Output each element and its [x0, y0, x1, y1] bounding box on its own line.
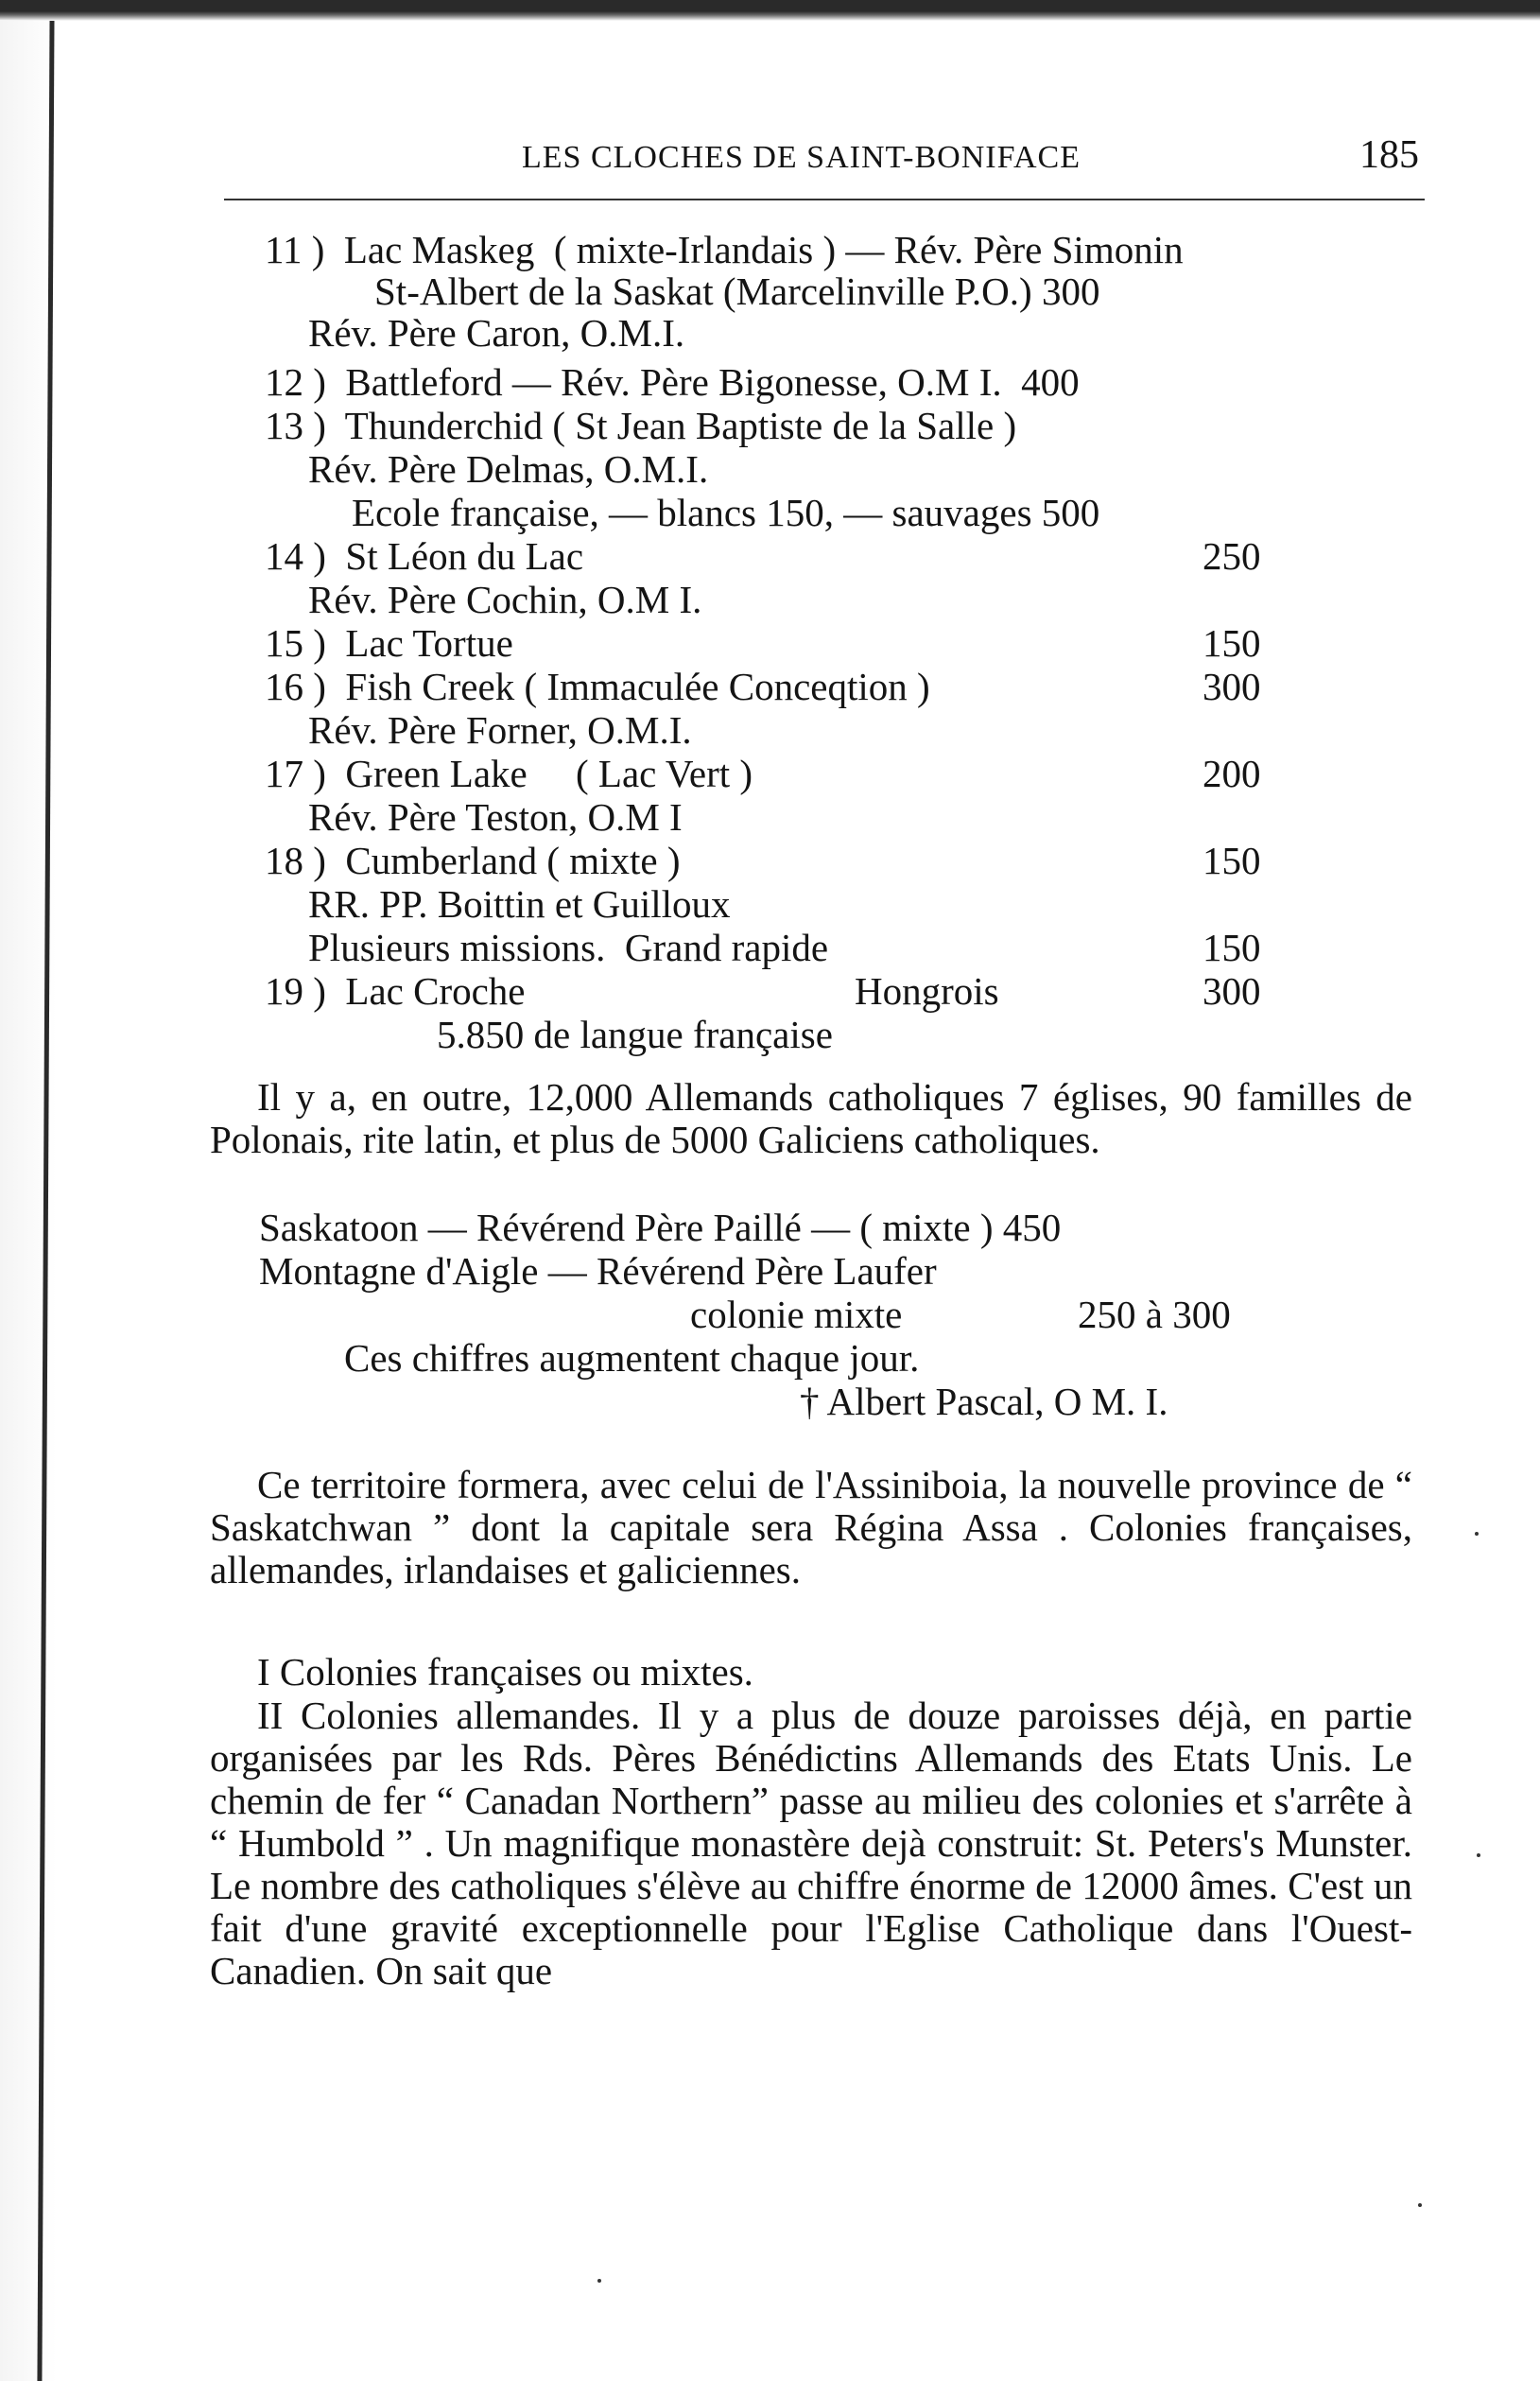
list-line: Ces chiffres augmentent chaque jour.	[344, 1336, 920, 1380]
list-line: Hongrois	[855, 969, 999, 1013]
list-total: 5.850 de langue française	[437, 1013, 833, 1056]
paragraph-territoire: Ce territoire formera, avec celui de l'Assiniboia, la nouvelle province de “ Saskatchwan ” dont la capitale sera Régina Assa . Colonies françaises, allemandes, irlandaises et galiciennes.	[210, 1463, 1412, 1591]
page-number: 185	[1359, 133, 1419, 177]
list-line: 16 ) Fish Creek ( Immaculée Conceqtion )	[265, 665, 930, 708]
list-line: Ecole française, — blancs 150, — sauvages 500	[352, 491, 1100, 534]
list-value: 300	[1203, 665, 1261, 708]
running-title: LES CLOCHES DE SAINT-BONIFACE	[522, 140, 1081, 175]
list-line: Rév. Père Caron, O.M.I.	[308, 311, 685, 355]
list-line: 18 ) Cumberland ( mixte )	[265, 839, 681, 882]
list-line: Rév. Père Cochin, O.M I.	[308, 578, 702, 621]
list-value: 150	[1203, 839, 1261, 882]
scan-speck	[597, 2279, 601, 2283]
list-line: RR. PP. Boittin et Guilloux	[308, 882, 731, 926]
list-line: colonie mixte	[690, 1293, 903, 1336]
list-line: 13 ) Thunderchid ( St Jean Baptiste de la Salle )	[265, 404, 1017, 447]
scan-speck	[1477, 1853, 1480, 1857]
list-line: 14 ) St Léon du Lac	[265, 534, 584, 578]
list-line: Rév. Père Teston, O.M I	[308, 795, 683, 839]
list-value: 150	[1203, 926, 1261, 969]
header-rule	[224, 199, 1425, 200]
list-value: 150	[1203, 621, 1261, 665]
list-value: 300	[1203, 969, 1261, 1013]
list-line: Saskatoon — Révérend Père Paillé — ( mixte ) 450	[259, 1206, 1062, 1249]
list-line: Rév. Père Forner, O.M.I.	[308, 708, 692, 752]
scan-speck	[1418, 2203, 1422, 2207]
signature: † Albert Pascal, O M. I.	[800, 1380, 1168, 1423]
list-line: 11 ) Lac Maskeg ( mixte-Irlandais ) — Rév. Père Simonin	[265, 228, 1184, 271]
list-line: 19 ) Lac Croche	[265, 969, 526, 1013]
list-line: 17 ) Green Lake ( Lac Vert )	[265, 752, 753, 795]
page-top-edge	[0, 0, 1540, 21]
paragraph-outre: Il y a, en outre, 12,000 Allemands catholiques 7 églises, 90 familles de Polonais, rite latin, et plus de 5000 Galiciens catholiques.	[210, 1075, 1412, 1161]
list-line: 15 ) Lac Tortue	[265, 621, 513, 665]
list-line: 12 ) Battleford — Rév. Père Bigonesse, O.M I. 400	[265, 360, 1080, 404]
list-value: 200	[1203, 752, 1261, 795]
list-value: 250 à 300	[1078, 1293, 1231, 1336]
page-header	[0, 130, 1540, 187]
list-line: Plusieurs missions. Grand rapide	[308, 926, 829, 969]
list-value: 250	[1203, 534, 1261, 578]
list-line: Montagne d'Aigle — Révérend Père Laufer	[259, 1249, 937, 1293]
list-line: St-Albert de la Saskat (Marcelinville P.O.) 300	[374, 269, 1100, 313]
paragraph-colonies-francaises: I Colonies françaises ou mixtes.	[257, 1650, 753, 1694]
paragraph-colonies-allemandes: II Colonies allemandes. Il y a plus de douze paroisses déjà, en partie organisées par les Rds. Pères Bénédictins Allemands des Etats Unis. Le chemin de fer “ Canadan Northern” passe au milieu des colonies et s'arrête à “ Humbold ” . Un magnifique monastère dejà construit: St. Peters's Munster. Le nombre des catholiques s'élève au chiffre énorme de 12000 âmes. C'est un fait d'une gravité exceptionnelle pour l'Eglise Catholique dans l'Ouest-Canadien. On sait que	[210, 1694, 1412, 1992]
scan-speck	[1475, 1532, 1479, 1536]
list-line: Rév. Père Delmas, O.M.I.	[308, 447, 709, 491]
